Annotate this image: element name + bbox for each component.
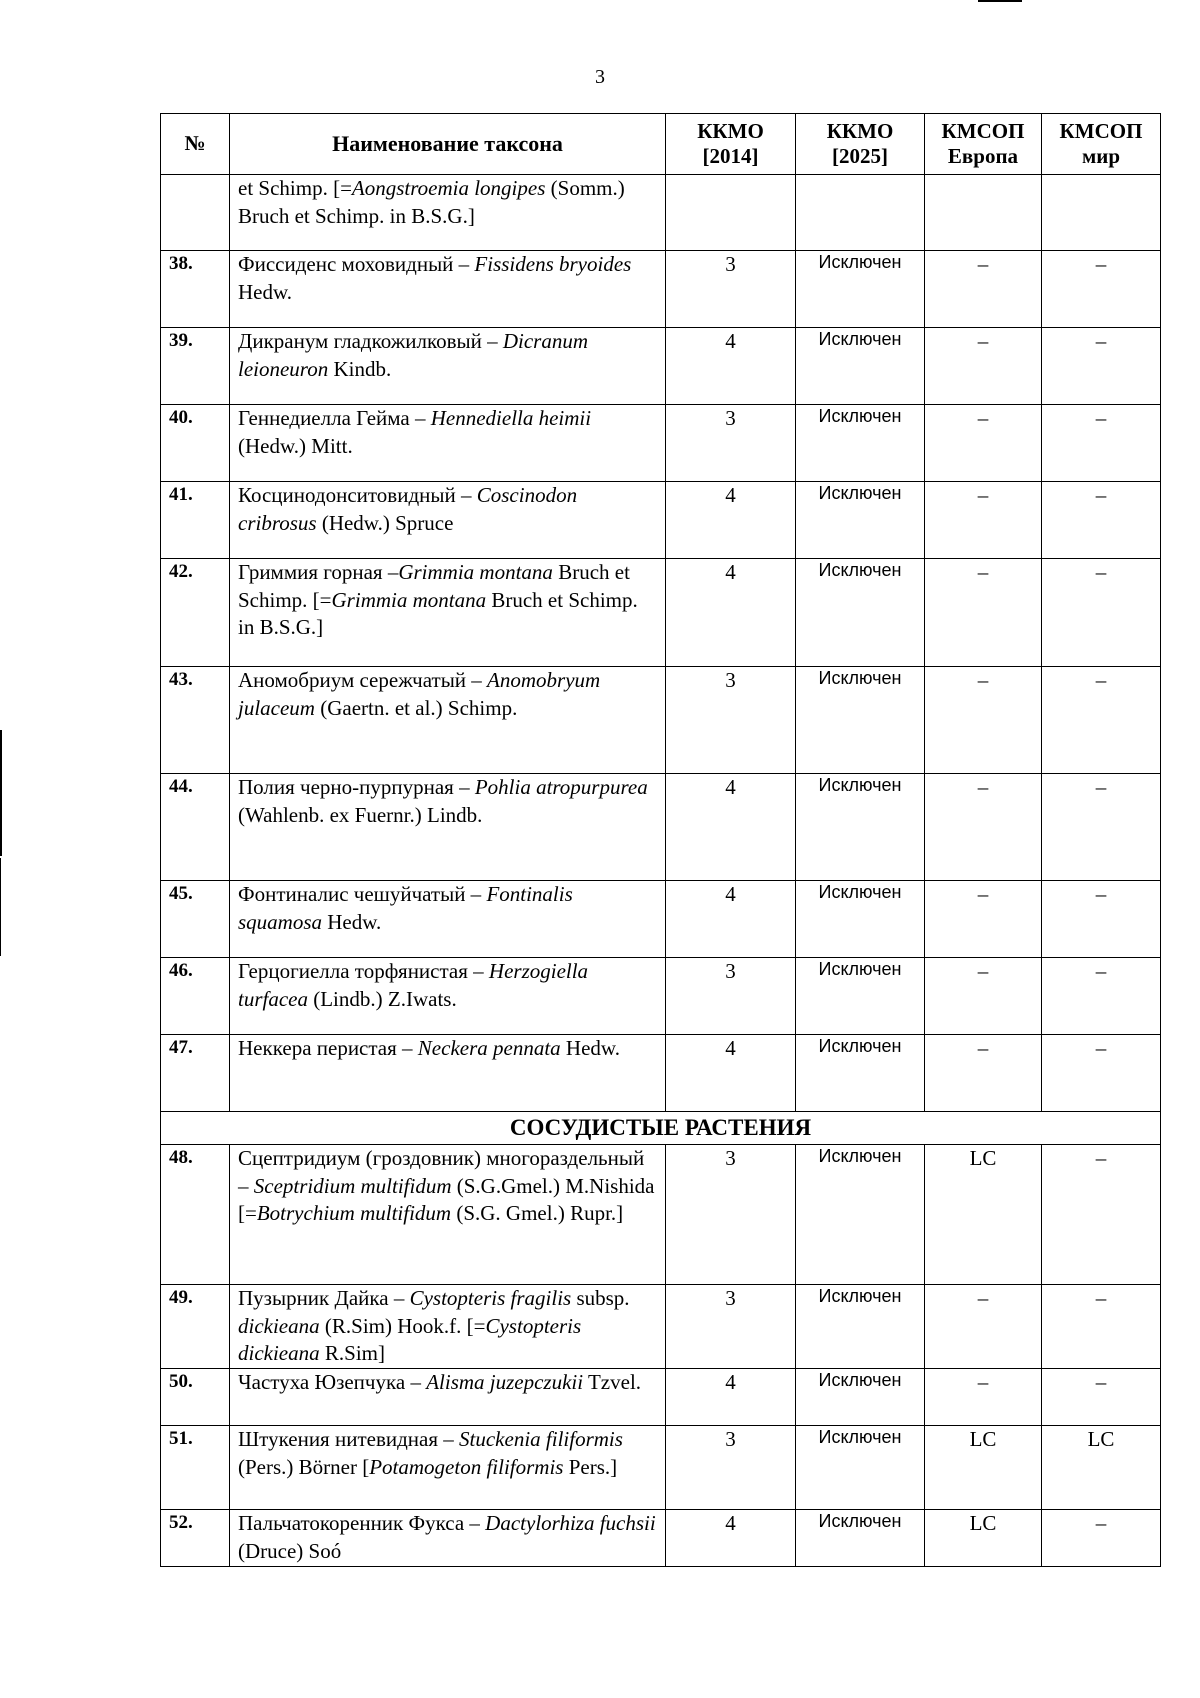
header-iucn-europe-l1: КМСОП (941, 118, 1025, 143)
cell-taxon-name (230, 1369, 666, 1426)
cell-taxon-name (230, 328, 666, 405)
taxon-latin-name-2: Botrychium multifidum (256, 1201, 452, 1226)
cell-iucn-world: – (1042, 482, 1161, 559)
table-row (161, 1145, 1161, 1285)
header-iucn-world-l2: мир (1081, 144, 1121, 168)
cell-num: 41. (161, 482, 230, 559)
cell-kkmo-2014: 3 (666, 667, 796, 774)
cell-taxon-name (230, 1426, 666, 1510)
cell-iucn-europe: – (925, 559, 1042, 667)
cell-kkmo-2025: Исключен (796, 881, 925, 958)
header-kkmo-2014-l2: [2014] (702, 144, 759, 168)
cell-iucn-europe: – (925, 405, 1042, 482)
cell-iucn-europe: – (925, 1035, 1042, 1112)
cell-taxon-name (230, 1035, 666, 1112)
taxon-author: Bruch et Schimp. [= (238, 560, 630, 612)
taxon-ru-name: Полия черно-пурпурная – (238, 775, 475, 799)
taxon-latin-name: Neckera pennata (417, 1036, 561, 1060)
cell-num: 38. (161, 251, 230, 328)
cell-kkmo-2025: Исключен (796, 251, 925, 328)
cell-iucn-europe: – (925, 881, 1042, 958)
cell-kkmo-2014: 3 (666, 1145, 796, 1285)
cell-iucn-europe: – (925, 958, 1042, 1035)
taxon-author: (Pers.) Börner [ (238, 1454, 370, 1479)
taxon-author-2: Bruch et Schimp. in B.S.G.] (238, 587, 638, 640)
taxon-latin-name-3: Cystopteris dickieana (238, 1313, 582, 1366)
cell-iucn-world (1042, 175, 1161, 251)
cell-iucn-europe (925, 175, 1042, 251)
taxon-author-2: (S.G. Gmel.) Rupr.] (451, 1201, 624, 1226)
cell-kkmo-2014: 4 (666, 774, 796, 881)
cell-kkmo-2014: 3 (666, 958, 796, 1035)
taxon-latin-name: Dactylorhiza fuchsii (485, 1511, 656, 1536)
cell-kkmo-2025 (796, 175, 925, 251)
cell-num: 48. (161, 1145, 230, 1285)
cell-kkmo-2025: Исключен (796, 1510, 925, 1567)
cell-kkmo-2025: Исключен (796, 559, 925, 667)
taxon-ru-name: Гриммия горная – (238, 560, 399, 584)
cell-iucn-europe: LC (925, 1145, 1042, 1285)
taxon-latin-name: Dicranum leioneuron (238, 329, 589, 381)
taxon-author: (Wahlenb. ex Fuernr.) Lindb. (238, 802, 483, 827)
cell-taxon-name (230, 1510, 666, 1567)
taxon-ru-name: Герцогиелла торфянистая – (238, 959, 489, 983)
taxon-ru-name: Геннедиелла Гейма – (238, 406, 431, 430)
cell-iucn-world: – (1042, 251, 1161, 328)
cont-text-1: et Schimp. [= (238, 176, 352, 200)
taxa-table (160, 113, 1161, 1567)
cell-num: 47. (161, 1035, 230, 1112)
cell-iucn-europe: – (925, 482, 1042, 559)
cell-num: 51. (161, 1426, 230, 1510)
cell-iucn-europe: LC (925, 1426, 1042, 1510)
cell-iucn-world: – (1042, 1285, 1161, 1369)
cell-kkmo-2014: 3 (666, 1285, 796, 1369)
taxon-ru-name: Штукения нитевидная – (238, 1427, 460, 1452)
table-row (161, 559, 1161, 667)
taxon-latin-name: Fissidens bryoides (474, 252, 632, 276)
table-header-row (161, 114, 1161, 175)
cell-iucn-europe: – (925, 1285, 1042, 1369)
header-iucn-world (1042, 114, 1161, 175)
cell-iucn-europe: – (925, 328, 1042, 405)
cell-iucn-europe: – (925, 1369, 1042, 1426)
cell-kkmo-2014: 3 (666, 251, 796, 328)
taxon-latin-name: Anomobryum julaceum (238, 668, 601, 720)
taxon-author: (Hedw.) Mitt. (238, 433, 353, 458)
header-kkmo-2025 (796, 114, 925, 175)
taxon-author: Kindb. (328, 356, 392, 381)
cell-iucn-world: – (1042, 1145, 1161, 1285)
cell-iucn-world: – (1042, 405, 1161, 482)
cell-kkmo-2014: 4 (666, 881, 796, 958)
cell-kkmo-2025: Исключен (796, 1035, 925, 1112)
taxon-author: (Druce) Soó (238, 1538, 342, 1563)
cell-taxon-name (230, 958, 666, 1035)
header-iucn-europe-l2: Европа (947, 144, 1019, 168)
cell-iucn-europe: – (925, 667, 1042, 774)
taxon-ru-name: Неккера перистая – (238, 1036, 418, 1060)
cell-kkmo-2014 (666, 175, 796, 251)
taxon-ru-name: Аномобриум сережчатый – (238, 668, 488, 692)
table-row (161, 328, 1161, 405)
cell-kkmo-2014: 4 (666, 1510, 796, 1567)
taxon-author: Tzvel. (583, 1370, 642, 1395)
taxon-latin-name: Grimmia montana (398, 560, 553, 584)
taxon-author: (Hedw.) Spruce (316, 510, 454, 535)
header-iucn-world-l1: КМСОП (1059, 118, 1143, 143)
cell-kkmo-2014: 3 (666, 405, 796, 482)
scan-mark-left (0, 730, 2, 856)
cell-kkmo-2014: 3 (666, 1426, 796, 1510)
cell-iucn-world: – (1042, 667, 1161, 774)
table-row (161, 667, 1161, 774)
taxon-author: Hedw. (322, 909, 382, 934)
taxon-latin-name-2: dickieana (238, 1313, 320, 1338)
header-kkmo-2014 (666, 114, 796, 175)
cell-iucn-europe: LC (925, 1510, 1042, 1567)
table-row (161, 482, 1161, 559)
table-row-continuation (161, 175, 1161, 251)
table-row (161, 251, 1161, 328)
cell-num: 43. (161, 667, 230, 774)
cell-taxon-name (230, 482, 666, 559)
table-row (161, 1426, 1161, 1510)
cell-iucn-world: LC (1042, 1426, 1161, 1510)
header-iucn-europe (925, 114, 1042, 175)
taxon-ru-name: Сцептридиум (гроздовник) многораздельный – (238, 1146, 645, 1198)
taxon-author: subsp. (571, 1286, 630, 1310)
cell-num: 50. (161, 1369, 230, 1426)
cell-kkmo-2025: Исключен (796, 405, 925, 482)
taxon-author-3: R.Sim] (319, 1341, 385, 1366)
taxon-latin-name: Coscinodon cribrosus (238, 483, 578, 535)
header-kkmo-2025-l2: [2025] (832, 144, 888, 168)
taxon-author: Hedw. (560, 1036, 620, 1060)
cell-iucn-world: – (1042, 958, 1161, 1035)
cell-kkmo-2025: Исключен (796, 1426, 925, 1510)
taxon-ru-name: Частуха Юзепчука – (238, 1370, 427, 1395)
cell-num: 42. (161, 559, 230, 667)
taxon-latin-name-2: Grimmia montana (331, 587, 487, 612)
cell-kkmo-2025: Исключен (796, 1285, 925, 1369)
cell-iucn-world: – (1042, 881, 1161, 958)
section-title: СОСУДИСТЫЕ РАСТЕНИЯ (161, 1112, 1161, 1145)
table-row (161, 1285, 1161, 1369)
cont-text-2: (Somm.) Bruch et Schimp. in B.S.G.] (238, 176, 625, 228)
cell-num: 46. (161, 958, 230, 1035)
cell-kkmo-2025: Исключен (796, 958, 925, 1035)
cell-kkmo-2025: Исключен (796, 1145, 925, 1285)
taxon-ru-name: Пузырник Дайка – (238, 1286, 410, 1310)
cell-iucn-world: – (1042, 1369, 1161, 1426)
taxon-ru-name: Дикранум гладкожилковый – (238, 329, 503, 353)
table-row (161, 958, 1161, 1035)
cell-num: 52. (161, 1510, 230, 1567)
cell-iucn-world: – (1042, 1510, 1161, 1567)
taxon-latin-name-2: Potamogeton filiformis (369, 1454, 564, 1479)
header-taxon-name: Наименование таксона (230, 114, 666, 175)
taxon-ru-name: Фонтиналис чешуйчатый – (238, 882, 487, 906)
cell-num: 39. (161, 328, 230, 405)
cell-iucn-world: – (1042, 328, 1161, 405)
table-row (161, 1369, 1161, 1426)
cell-taxon-name (230, 405, 666, 482)
cell-num (161, 175, 230, 251)
cell-taxon-name (230, 667, 666, 774)
taxon-latin-name: Cystopteris fragilis (409, 1286, 572, 1310)
cell-kkmo-2014: 4 (666, 328, 796, 405)
header-kkmo-2025-l1: ККМО (826, 118, 894, 143)
table-row (161, 1035, 1161, 1112)
scan-mark-top (978, 0, 1022, 2)
taxon-author: (Gaertn. et al.) Schimp. (314, 695, 518, 720)
cell-num: 49. (161, 1285, 230, 1369)
taxon-author: Hedw. (238, 279, 293, 304)
cell-kkmo-2025: Исключен (796, 482, 925, 559)
cell-taxon-name (230, 881, 666, 958)
taxon-ru-name: Пальчатокоренник Фукса – (238, 1511, 486, 1536)
taxon-latin-name: Stuckenia filiformis (459, 1427, 623, 1452)
taxon-latin-name: Fontinalis squamosa (238, 882, 573, 934)
taxon-latin-name: Sceptridium multifidum (253, 1173, 452, 1198)
cell-iucn-world: – (1042, 559, 1161, 667)
cell-num: 45. (161, 881, 230, 958)
cell-kkmo-2025: Исключен (796, 1369, 925, 1426)
page-number: 3 (595, 66, 605, 88)
taxon-latin-name: Alisma juzepczukii (426, 1370, 584, 1395)
cont-latin: Aongstroemia longipes (351, 176, 546, 200)
cell-num: 40. (161, 405, 230, 482)
cell-iucn-world: – (1042, 774, 1161, 881)
header-kkmo-2014-l1: ККМО (697, 118, 764, 143)
cell-kkmo-2025: Исключен (796, 774, 925, 881)
taxon-latin-name: Hennediella heimii (430, 406, 592, 430)
cell-kkmo-2014: 4 (666, 1369, 796, 1426)
cell-kkmo-2014: 4 (666, 559, 796, 667)
taxon-ru-name: Косцинодонситовидный – (238, 483, 477, 507)
cell-iucn-europe: – (925, 251, 1042, 328)
taxon-latin-name: Pohlia atropurpurea (474, 775, 648, 799)
cell-iucn-europe: – (925, 774, 1042, 881)
cell-kkmo-2014: 4 (666, 1035, 796, 1112)
cell-kkmo-2025: Исключен (796, 328, 925, 405)
cell-num: 44. (161, 774, 230, 881)
taxon-latin-name: Herzogiella turfacea (238, 959, 589, 1011)
table-row (161, 405, 1161, 482)
cell-kkmo-2025: Исключен (796, 667, 925, 774)
cell-taxon-name (230, 1285, 666, 1369)
taxon-author: (Lindb.) Z.Iwats. (307, 986, 457, 1011)
cell-iucn-world: – (1042, 1035, 1161, 1112)
table-row (161, 1510, 1161, 1567)
cell-taxon-name (230, 774, 666, 881)
taxon-author-2: Pers.] (563, 1454, 618, 1479)
cell-taxon-name (230, 559, 666, 667)
taxon-author: (S.G.Gmel.) M.Nishida [= (238, 1173, 655, 1226)
header-num: № (161, 114, 230, 175)
section-row (161, 1112, 1161, 1145)
cell-taxon-name (230, 251, 666, 328)
taxon-author-2: (R.Sim) Hook.f. [= (319, 1313, 486, 1338)
table-row (161, 881, 1161, 958)
table-row (161, 774, 1161, 881)
scan-mark-left-thin (0, 858, 1, 956)
taxon-ru-name: Фиссиденс моховидный – (238, 252, 475, 276)
cell-taxon-name (230, 175, 666, 251)
cell-kkmo-2014: 4 (666, 482, 796, 559)
cell-taxon-name (230, 1145, 666, 1285)
